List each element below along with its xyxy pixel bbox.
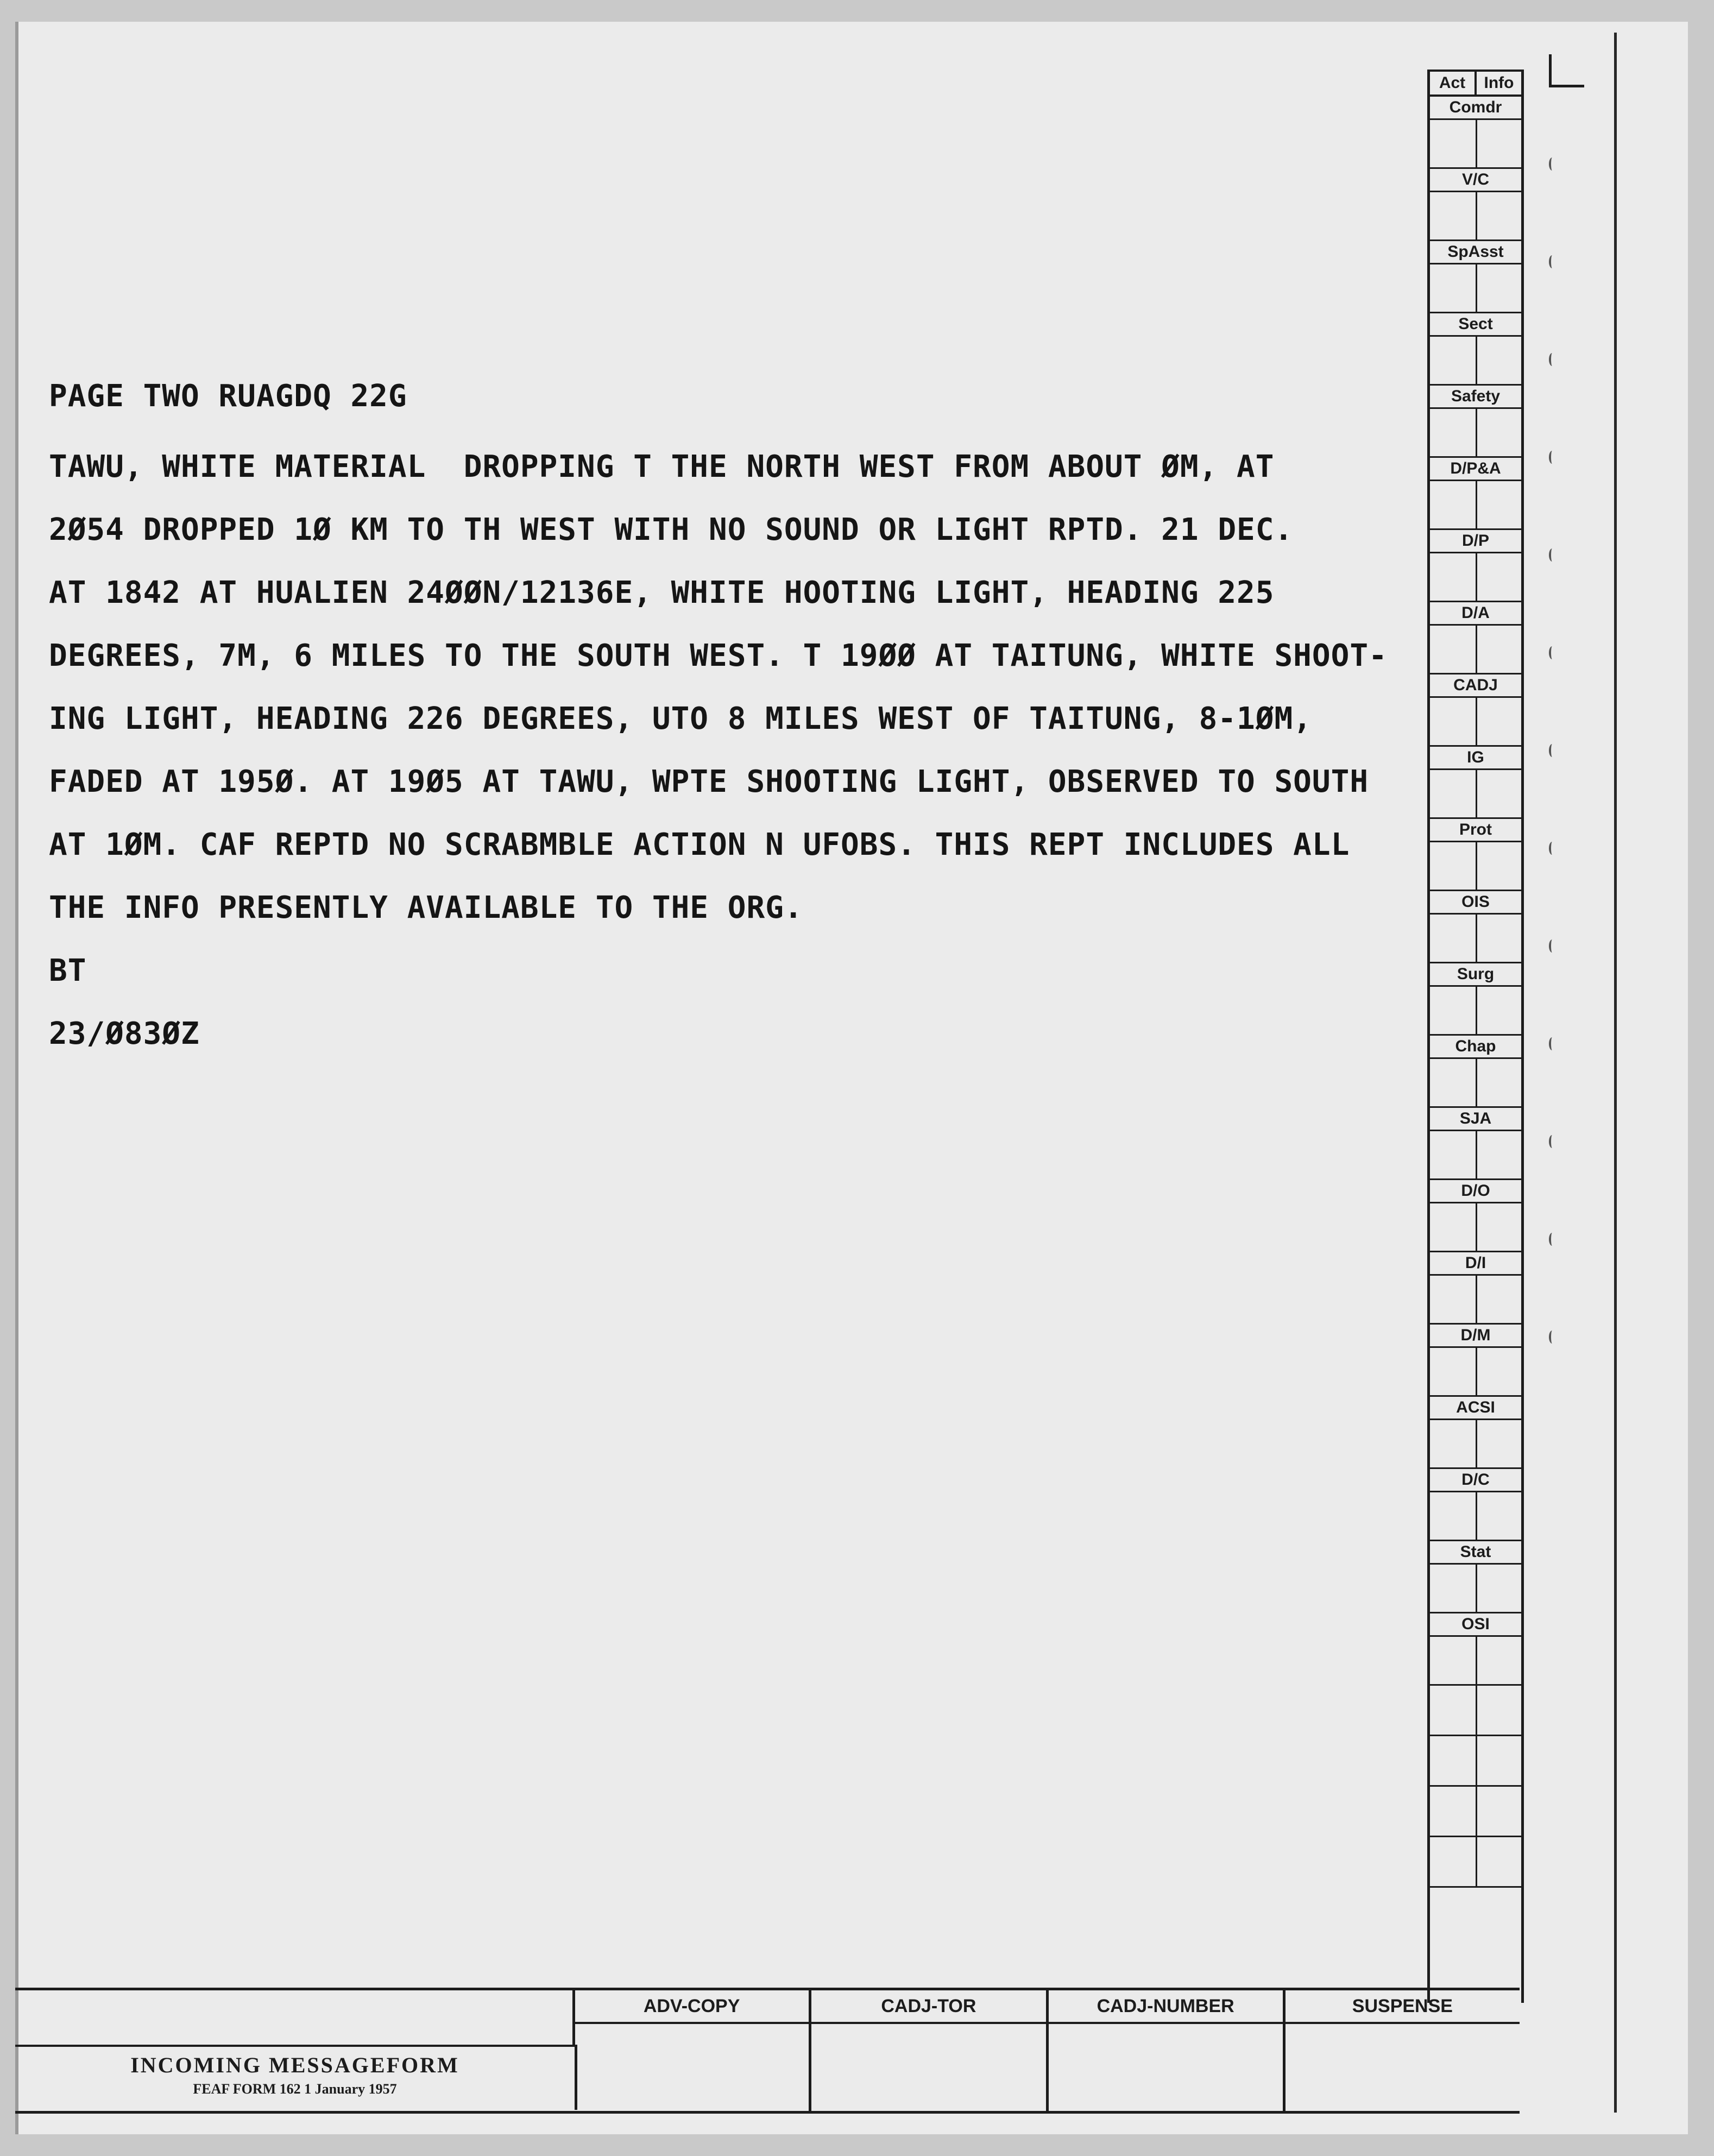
routing-checkbox-pair[interactable]: [1430, 1131, 1521, 1178]
routing-checkbox-pair[interactable]: [1430, 264, 1521, 312]
footer-column-cadj-tor[interactable]: [811, 1990, 1048, 2111]
routing-label: Comdr: [1430, 97, 1521, 120]
punch-mark: [1549, 940, 1555, 953]
routing-checkbox-pair[interactable]: [1430, 409, 1521, 456]
right-margin-rule: [1614, 33, 1617, 2113]
routing-blank-row[interactable]: [1430, 1736, 1521, 1787]
routing-header: [1430, 70, 1521, 97]
message-line-7: AT 1ØM. CAF REPTD NO SCRABMBLE ACTION N UFOBS. THIS REPT INCLUDES ALL: [49, 827, 1350, 862]
routing-row: [1430, 1252, 1521, 1325]
routing-row: [1430, 891, 1521, 963]
routing-row: [1430, 1397, 1521, 1469]
routing-row: [1430, 241, 1521, 313]
routing-label: D/M: [1430, 1325, 1521, 1348]
routing-row: [1430, 313, 1521, 386]
routing-checkbox-pair[interactable]: [1430, 1276, 1521, 1323]
routing-label: SJA: [1430, 1108, 1521, 1131]
routing-checkbox-pair[interactable]: [1430, 553, 1521, 601]
routing-checkbox-pair[interactable]: [1430, 1637, 1521, 1684]
sheet-edge-shadow: [15, 22, 18, 2134]
routing-label: D/A: [1430, 602, 1521, 626]
message-line-4: DEGREES, 7M, 6 MILES TO THE SOUTH WEST. T 19ØØ AT TAITUNG, WHITE SHOOT-: [49, 638, 1388, 673]
date-time-group: 23/Ø83ØZ: [49, 1016, 200, 1051]
routing-row: [1430, 819, 1521, 891]
footer-column-suspense[interactable]: [1286, 1990, 1520, 2111]
routing-checkbox-pair[interactable]: [1430, 915, 1521, 962]
punch-mark: [1549, 744, 1555, 757]
routing-row: [1430, 1180, 1521, 1252]
routing-label: Sect: [1430, 313, 1521, 337]
message-line-8: THE INFO PRESENTLY AVAILABLE TO THE ORG.: [49, 890, 803, 925]
punch-mark: [1549, 1331, 1555, 1344]
routing-row: [1430, 1108, 1521, 1180]
punch-mark: [1549, 1037, 1555, 1050]
routing-checkbox-pair[interactable]: [1430, 1565, 1521, 1612]
routing-label: Stat: [1430, 1541, 1521, 1565]
routing-label: ACSI: [1430, 1397, 1521, 1420]
routing-checkbox-pair[interactable]: [1430, 842, 1521, 890]
punch-mark: [1549, 1135, 1555, 1148]
punch-mark: [1549, 255, 1555, 268]
punch-mark: [1549, 646, 1555, 659]
routing-row: [1430, 1469, 1521, 1541]
routing-checkbox-pair[interactable]: [1430, 770, 1521, 817]
break-marker: BT: [49, 953, 87, 988]
routing-checkbox-pair[interactable]: [1430, 120, 1521, 167]
routing-label: Safety: [1430, 386, 1521, 409]
routing-row: [1430, 602, 1521, 674]
routing-label: OSI: [1430, 1613, 1521, 1637]
message-line-3: AT 1842 AT HUALIEN 24ØØN/12136E, WHITE HOOTING LIGHT, HEADING 225: [49, 575, 1275, 610]
routing-row: [1430, 169, 1521, 241]
routing-label: Surg: [1430, 963, 1521, 987]
routing-row: [1430, 747, 1521, 819]
punch-mark: [1549, 353, 1555, 366]
routing-label: Prot: [1430, 819, 1521, 842]
routing-label: D/C: [1430, 1469, 1521, 1492]
routing-checkbox-pair[interactable]: [1430, 1348, 1521, 1395]
routing-label: SpAsst: [1430, 241, 1521, 264]
column-header: CADJ-TOR: [811, 1990, 1045, 2024]
footer-columns: [575, 1990, 1520, 2111]
routing-checkbox-pair[interactable]: [1430, 1203, 1521, 1251]
routing-label: IG: [1430, 747, 1521, 770]
column-header: SUSPENSE: [1286, 1990, 1520, 2024]
routing-row: [1430, 1036, 1521, 1108]
routing-checkbox-pair[interactable]: [1430, 626, 1521, 673]
form-footer: [15, 1988, 1520, 2114]
punch-mark: [1549, 157, 1555, 171]
routing-checkbox-pair[interactable]: [1430, 987, 1521, 1034]
routing-row: [1430, 386, 1521, 458]
routing-label: Chap: [1430, 1036, 1521, 1059]
column-header: ADV-COPY: [575, 1990, 809, 2024]
routing-header-info: Info: [1474, 72, 1521, 94]
message-line-2: 2Ø54 DROPPED 1Ø KM TO TH WEST WITH NO SOUND OR LIGHT RPTD. 21 DEC.: [49, 512, 1294, 547]
footer-column-adv-copy[interactable]: [575, 1990, 811, 2111]
routing-row: [1430, 674, 1521, 747]
routing-checkbox-pair[interactable]: [1430, 1420, 1521, 1467]
routing-row: [1430, 97, 1521, 169]
message-body: [49, 375, 1439, 1075]
message-line-6: FADED AT 195Ø. AT 19Ø5 AT TAWU, WPTE SHOOTING LIGHT, OBSERVED TO SOUTH: [49, 764, 1369, 799]
column-header: CADJ-NUMBER: [1049, 1990, 1283, 2024]
punch-mark: [1549, 842, 1555, 855]
routing-checkbox-pair[interactable]: [1430, 1059, 1521, 1106]
form-identification: [15, 2045, 577, 2110]
routing-checkbox-pair[interactable]: [1430, 1492, 1521, 1540]
page-header: PAGE TWO RUAGDQ 22G: [49, 379, 407, 414]
message-line-5: ING LIGHT, HEADING 226 DEGREES, UTO 8 MILES WEST OF TAITUNG, 8-1ØM,: [49, 701, 1312, 736]
form-title: INCOMING MESSAGEFORM: [130, 2053, 459, 2077]
routing-label: D/I: [1430, 1252, 1521, 1276]
routing-checkbox-pair[interactable]: [1430, 337, 1521, 384]
routing-row: [1430, 1613, 1521, 1686]
routing-blank-row[interactable]: [1430, 1686, 1521, 1736]
routing-row: [1430, 1325, 1521, 1397]
form-subtitle: FEAF FORM 162 1 January 1957: [193, 2081, 397, 2097]
routing-header-act: Act: [1439, 74, 1466, 92]
routing-label: V/C: [1430, 169, 1521, 192]
routing-blank-row[interactable]: [1430, 1787, 1521, 1837]
routing-row: [1430, 963, 1521, 1036]
punch-mark: [1549, 451, 1555, 464]
message-line-1: TAWU, WHITE MATERIAL DROPPING T THE NORTH WEST FROM ABOUT ØM, AT: [49, 449, 1275, 484]
routing-label: CADJ: [1430, 674, 1521, 698]
routing-checkbox-pair[interactable]: [1430, 698, 1521, 745]
corner-crop-mark: [1549, 54, 1584, 87]
routing-checkbox-pair[interactable]: [1430, 481, 1521, 528]
routing-row: [1430, 458, 1521, 530]
routing-label: D/P: [1430, 530, 1521, 553]
routing-label: OIS: [1430, 891, 1521, 915]
routing-row: [1430, 1541, 1521, 1613]
routing-label: D/P&A: [1430, 458, 1521, 481]
routing-blank-row[interactable]: [1430, 1837, 1521, 1888]
punch-mark: [1549, 1233, 1555, 1246]
routing-checkbox-pair[interactable]: [1430, 192, 1521, 239]
footer-column-cadj-number[interactable]: [1049, 1990, 1286, 2111]
punch-mark: [1549, 549, 1555, 562]
routing-column: [1427, 70, 1524, 2003]
routing-row: [1430, 530, 1521, 602]
routing-label: D/O: [1430, 1180, 1521, 1203]
